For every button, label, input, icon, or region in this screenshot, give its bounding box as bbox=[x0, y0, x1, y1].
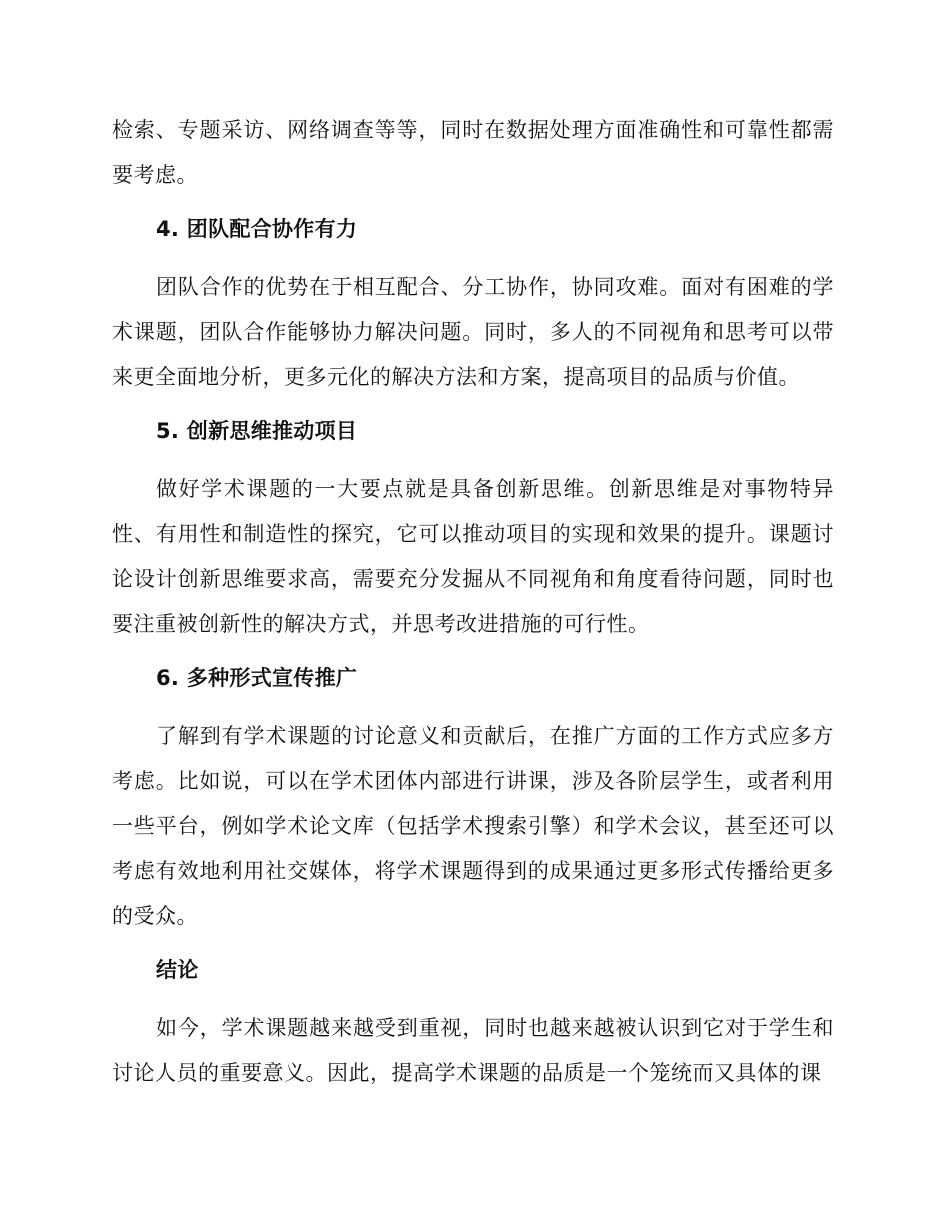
heading-promotion: 6. 多种形式宣传推广 bbox=[156, 666, 358, 690]
document-body bbox=[112, 108, 834, 1105]
paragraph-promotion: 了解到有学术课题的讨论意义和贡献后，在推广方面的工作方式应多方考虑。比如说，可以在学术团体内部进行讲课，涉及各阶层学生，或者利用一些平台，例如学术论文库（包括学术搜索引擎）和学术会议，甚至还可以考虑有效地利用社交媒体，将学术课题得到的成果通过更多形式传播给更多的受众。 bbox=[112, 724, 834, 928]
paragraph-teamwork: 团队合作的优势在于相互配合、分工协作，协同攻难。面对有困难的学术课题，团队合作能够协力解决问题。同时，多人的不同视角和思考可以带来更全面地分析，更多元化的解决方法和方案，提高项目的品质与价值。 bbox=[112, 275, 834, 389]
paragraph-conclusion: 如今，学术课题越来越受到重视，同时也越来越被认识到它对于学生和讨论人员的重要意义。因此，提高学术课题的品质是一个笼统而又具体的课 bbox=[112, 1016, 834, 1085]
paragraph-data-processing: 检索、专题采访、网络调查等等，同时在数据处理方面准确性和可靠性都需要考虑。 bbox=[112, 118, 834, 187]
heading-teamwork: 4. 团队配合协作有力 bbox=[156, 217, 358, 241]
heading-conclusion: 结论 bbox=[156, 958, 199, 982]
paragraph-innovation: 做好学术课题的一大要点就是具备创新思维。创新思维是对事物特异性、有用性和制造性的探究，它可以推动项目的实现和效果的提升。课题讨论设计创新思维要求高，需要充分发掘从不同视角和角度看待问题，同时也要注重被创新性的解决方式，并思考改进措施的可行性。 bbox=[112, 477, 834, 636]
heading-innovation: 5. 创新思维推动项目 bbox=[156, 419, 358, 443]
